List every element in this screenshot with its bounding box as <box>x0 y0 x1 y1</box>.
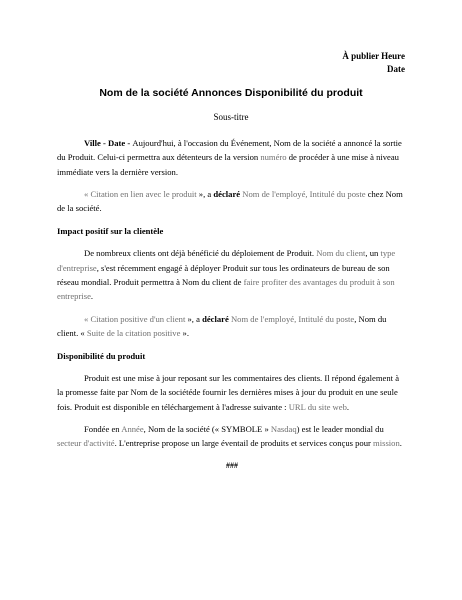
availability-paragraph <box>57 371 407 414</box>
about-paragraph <box>57 422 407 451</box>
page-subtitle: Sous-titre <box>213 112 249 122</box>
intro-text-end: de procéder à une mise à niveau immédiate vers la dernière version. <box>57 152 399 177</box>
quote-text: », a <box>185 313 203 324</box>
quote-text-end: chez Nom de la société. <box>57 189 403 214</box>
availability-text-end: . <box>346 401 350 412</box>
publish-time: À publier Heure <box>342 51 405 61</box>
end-mark: ### <box>226 460 238 470</box>
quote-paragraph-1 <box>57 187 407 216</box>
placeholder-quote-continued: Suite de la citation positive <box>86 328 181 339</box>
placeholder-client-quote: Citation positive d'un client <box>90 313 186 324</box>
placeholder-benefit: faire profiter des avantages du produit à son entreprise <box>57 276 395 302</box>
intro-paragraph <box>57 136 407 179</box>
placeholder-business-type: type d'entreprise <box>57 248 396 273</box>
quote-verb: déclaré <box>213 189 241 200</box>
placeholder-employee: Nom de l'employé, Intitulé du poste <box>242 189 366 200</box>
intro-text: Aujourd'hui, à l'occasion du Événement, Nom de la société a annoncé la sortie du Produit. Celui-ci permettra aux détenteurs de la version <box>57 138 402 163</box>
quote-open: « <box>84 313 91 324</box>
placeholder-version: numéro <box>260 152 287 163</box>
about-text-4: . L'entreprise propose un large éventail de produits et services conçus pour <box>114 438 374 449</box>
publish-date: Date <box>387 64 405 74</box>
impact-text-2: , un <box>365 248 381 259</box>
placeholder-quote: Citation en lien avec le produit <box>90 189 197 200</box>
impact-text-end: . <box>90 291 94 302</box>
placeholder-mission: mission <box>373 438 400 449</box>
placeholder-website-url: URL du site web <box>288 401 347 412</box>
quote-text: », a <box>196 189 214 200</box>
quote-text-end: ». <box>180 328 189 339</box>
section-heading-impact: Impact positif sur la clientèle <box>57 225 164 236</box>
placeholder-sector: secteur d'activité <box>57 438 115 449</box>
about-text-2: , Nom de la société (« SYMBOLE » <box>143 424 271 435</box>
placeholder-exchange: Nasdaq <box>270 424 297 435</box>
quote-verb: déclaré <box>202 313 229 324</box>
impact-text: De nombreux clients ont déjà bénéficié du déploiement de Produit. <box>84 248 317 259</box>
about-text-end: . <box>399 438 402 449</box>
page-title: Nom de la société Annonces Disponibilité du produit <box>99 87 363 99</box>
about-text: Fondée en <box>84 424 122 435</box>
document-body <box>57 136 407 473</box>
placeholder-employee: Nom de l'employé, Intitulé du poste <box>230 313 355 324</box>
dateline: Ville - Date - <box>84 138 133 148</box>
impact-paragraph <box>57 246 407 303</box>
placeholder-client: Nom du client <box>316 248 366 259</box>
quote-text-2: , Nom du client. « <box>57 313 387 339</box>
quote-open: « <box>84 189 91 200</box>
publish-info <box>342 50 405 76</box>
quote-paragraph-2 <box>57 312 407 341</box>
placeholder-year: Année <box>121 424 144 435</box>
availability-text: Produit est une mise à jour reposant sur les commentaires des clients. Il répond également à la promesse faite par Nom de la sociétéde fournir les dernières mises à jour du produit en une seule fois. Produit est disponible en téléchargement à l'adresse suivante : <box>57 372 400 412</box>
about-text-3: ) est le leader mondial du <box>296 424 384 435</box>
impact-text-3: , s'est récemment engagé à déployer Produit sur tous les ordinateurs de bureau de son réseau mondial. Produit permettra à Nom du client de <box>57 262 390 287</box>
section-heading-availability: Disponibilité du produit <box>57 350 146 361</box>
